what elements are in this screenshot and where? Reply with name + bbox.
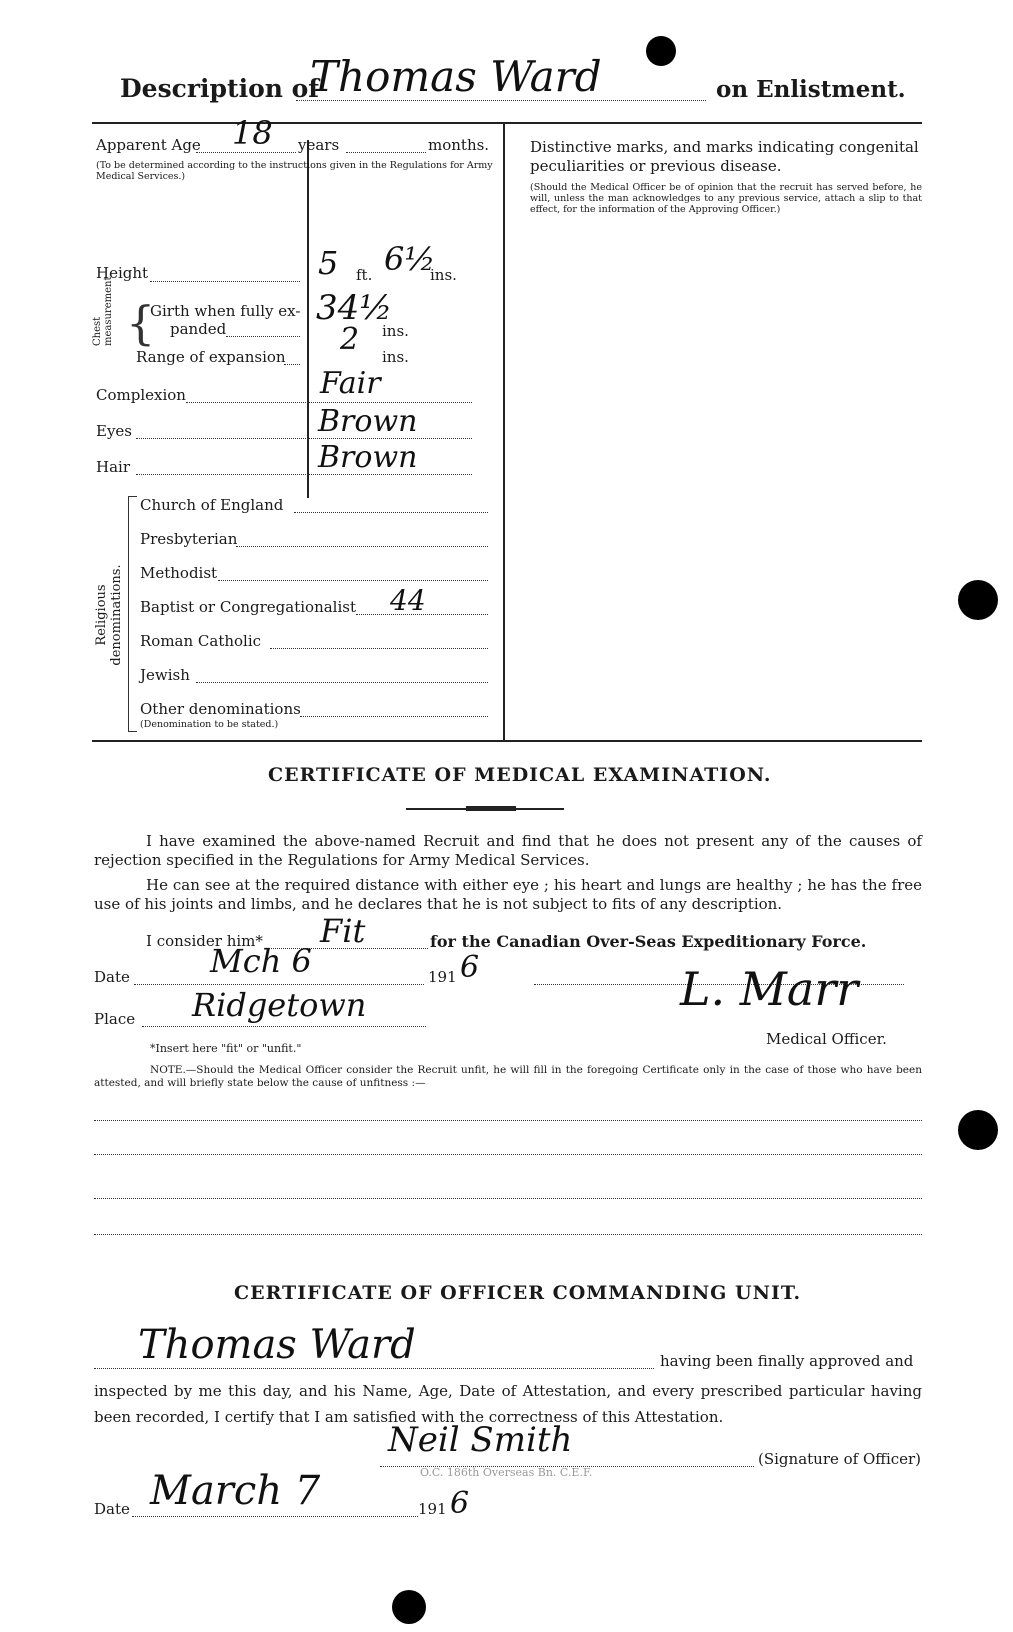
girth-label-1: Girth when fully ex-	[150, 302, 301, 320]
religion-line	[270, 648, 488, 649]
consider-prefix: I consider him*	[146, 932, 263, 950]
range-ins-label: ins.	[382, 348, 409, 366]
punch-hole	[392, 1590, 426, 1624]
section-bottom-rule	[92, 740, 922, 742]
commanding-text: inspected by me this day, and his Name, Age, Date of Attestation, and every prescribed particular having been recorded, I certify that I am satisfied with the correctness of this Attestation.	[94, 1382, 922, 1426]
hair-label: Hair	[96, 458, 130, 476]
consider-suffix: for the Canadian Over-Seas Expeditionary Force.	[430, 932, 867, 951]
commanding-date-label: Date	[94, 1500, 130, 1518]
officer-signature-line	[380, 1466, 754, 1467]
height-label: Height	[96, 264, 149, 282]
range-line	[284, 364, 300, 365]
unfitness-line	[94, 1234, 922, 1235]
height-ft: 5	[318, 244, 339, 282]
girth-ins-label: ins.	[382, 322, 409, 340]
distinctive-marks-note: (Should the Medical Officer be of opinion that the recruit has served before, he will, unless the man acknowledges to any previous service, attach a slip to that effect, for the information of the Approving Officer.)	[530, 182, 922, 215]
religion-brace	[128, 496, 137, 732]
religion-item: Roman Catholic	[140, 632, 262, 650]
religion-item: Other denominations	[140, 700, 301, 718]
religion-line	[196, 682, 488, 683]
religion-side-label-1: Religious	[94, 584, 109, 646]
commanding-officer-signature: Neil Smith	[388, 1420, 573, 1460]
age-line	[196, 152, 296, 153]
column-divider	[503, 124, 505, 740]
commanding-date-value: March 7	[150, 1468, 321, 1514]
age-note: (To be determined according to the instructions given in the Regulations for Army Medical Services.)	[96, 160, 493, 182]
complexion-line	[186, 402, 472, 403]
religion-item: Jewish	[140, 666, 190, 684]
eyes-value: Brown	[318, 404, 418, 439]
officer-signature-label: (Signature of Officer)	[758, 1450, 922, 1468]
place-value: Ridgetown	[192, 986, 367, 1024]
months-line	[346, 152, 426, 153]
religion-item: Presbyterian	[140, 530, 238, 548]
medical-note: NOTE.—Should the Medical Officer consider the Recruit unfit, he will fill in the foregoing Certificate only in the case of those who have been attested, and will briefly state below the cause of unfitness :—	[94, 1064, 922, 1089]
age-years: 18	[232, 114, 273, 152]
form-title-prefix: Description of	[120, 74, 320, 103]
religion-side-label	[94, 540, 124, 690]
complexion-value: Fair	[320, 366, 381, 401]
ins-label: ins.	[430, 266, 457, 284]
years-label: years	[298, 136, 340, 154]
chest-brace: {	[126, 296, 156, 350]
religion-line	[294, 512, 488, 513]
medical-paragraph-2: He can see at the required distance with either eye ; his heart and lungs are healthy ; he has the free use of his joints and limbs, and he declares that he is not subject to fits of any description.	[94, 876, 922, 913]
punch-hole	[958, 580, 998, 620]
medical-year-prefix: 191	[428, 968, 457, 986]
religion-item: Baptist or Congregationalist	[140, 598, 356, 616]
distinctive-marks-label: Distinctive marks, and marks indicating congenital peculiarities or previous disease.	[530, 138, 919, 175]
value-column-rule	[307, 140, 309, 498]
medical-year-digit: 6	[460, 950, 480, 985]
medical-officer-label: Medical Officer.	[766, 1030, 887, 1048]
medical-date-line	[134, 984, 424, 985]
top-rule	[92, 122, 922, 124]
officer-stamp: O.C. 186th Overseas Bn. C.E.F.	[420, 1466, 593, 1479]
eyes-label: Eyes	[96, 422, 132, 440]
height-line	[150, 281, 300, 282]
religion-line	[236, 546, 488, 547]
commanding-heading: CERTIFICATE OF OFFICER COMMANDING UNIT.	[234, 1282, 802, 1304]
religion-item: Church of England	[140, 496, 284, 514]
apparent-age-label: Apparent Age	[96, 136, 201, 154]
punch-hole	[646, 36, 676, 66]
height-in: 6½	[384, 240, 436, 278]
commanding-year-digit: 6	[450, 1486, 470, 1521]
eyes-line	[136, 438, 472, 439]
medical-date-value: Mch 6	[210, 942, 312, 980]
recruit-name: Thomas Ward	[310, 52, 602, 101]
hair-value: Brown	[318, 440, 418, 475]
girth-label-2: panded	[170, 320, 227, 338]
medical-paragraph-1: I have examined the above-named Recruit and find that he does not present any of the causes of rejection specified in the Regulations for Army Medical Services.	[94, 832, 922, 869]
commanding-name-line	[94, 1368, 654, 1369]
religion-line	[218, 580, 488, 581]
punch-hole	[958, 1110, 998, 1150]
heading-underline-bar	[466, 806, 516, 811]
religion-item: Methodist	[140, 564, 218, 582]
commanding-year-prefix: 191	[418, 1500, 447, 1518]
unfitness-line	[94, 1198, 922, 1199]
insert-note: *Insert here "fit" or "unfit."	[150, 1042, 302, 1055]
religion-side-label-2: denominations.	[109, 564, 124, 666]
unfitness-line	[94, 1120, 922, 1121]
hair-line	[136, 474, 472, 475]
complexion-label: Complexion	[96, 386, 186, 404]
medical-officer-signature: L. Marr	[680, 962, 859, 1016]
commanding-text-first-line-end: having been finally approved and	[660, 1352, 914, 1370]
form-title-suffix: on Enlistment.	[716, 76, 906, 103]
unfitness-line	[94, 1154, 922, 1155]
girth-line	[226, 336, 300, 337]
chest-label: Chest measurement.	[92, 273, 114, 346]
religion-mark: 44	[390, 584, 426, 617]
consider-value: Fit	[320, 912, 366, 950]
commanding-recruit-name: Thomas Ward	[138, 1322, 416, 1368]
medical-date-label: Date	[94, 968, 130, 986]
name-line	[296, 100, 706, 101]
place-label: Place	[94, 1010, 136, 1028]
range-label: Range of expansion	[136, 348, 286, 366]
ft-label: ft.	[356, 266, 373, 284]
religion-line	[300, 716, 488, 717]
months-label: months.	[428, 136, 490, 154]
place-line	[142, 1026, 426, 1027]
range-value: 2	[340, 322, 360, 357]
girth-value: 34½	[316, 288, 393, 328]
commanding-date-line	[132, 1516, 418, 1517]
medical-heading: CERTIFICATE OF MEDICAL EXAMINATION.	[268, 764, 772, 786]
other-denomination-note: (Denomination to be stated.)	[140, 719, 279, 730]
